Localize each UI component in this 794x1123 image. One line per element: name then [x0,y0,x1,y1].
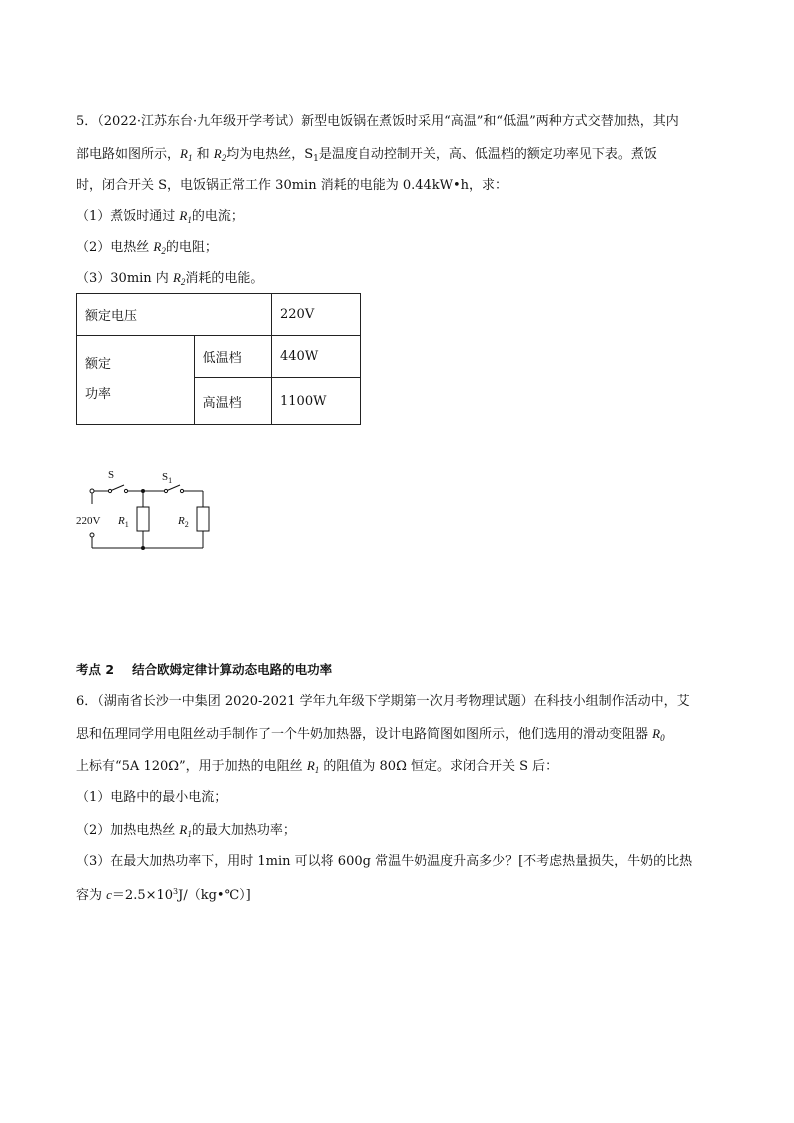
q5-sub1-a: （1）煮饭时通过 [76,209,180,224]
q6-sub3-a: （3）在最大加热功率下，用时 1min 可以将 600g 常温牛奶温度升高多少？[不考虑热量损失，牛奶的比热 [76,854,693,869]
rated-power-label [77,336,195,425]
q5-sub2-a: （2）电热丝 [76,240,154,255]
switch-s-blade [110,485,124,491]
q5-intro-c: 时，闭合开关 S，电饭锅正常工作 30min 消耗的电能为 0.44kW•h，求： [76,178,509,193]
q5-sub1-b: 的电流； [191,209,244,224]
terminal-bottom [90,533,94,537]
q5-sub3-r: R [172,270,181,285]
q5-intro-b-3: 是温度自动控制开关，高、低温档的额定功率见下表。煮饭 [318,147,657,162]
q6-number: 6． [76,694,98,709]
section-label: 考点 2 [76,662,115,677]
q6-intro-c-2: 的阻值为 80Ω 恒定。求闭合开关 S 后： [323,759,559,774]
label-voltage: 220V [76,515,101,527]
q5-and: 和 [196,147,210,162]
q6-sub-2 [76,820,296,844]
q6-sub2-r-sub: 1 [187,829,192,839]
q5-line-3 [76,176,508,196]
q5-sub3-a: （3）30min 内 [76,271,173,286]
resistor-r2 [197,507,209,531]
q6-sub2-b: 的最大加热功率； [191,823,296,838]
q6-sub1: （1）电路中的最小电流； [76,790,228,805]
q6-intro-b: 思和伍理同学用电阻丝动手制作了一个牛奶加热器，设计电路简图如图所示，他们选用的滑动变阻器 [76,727,653,742]
q6-sub2-r: R [179,822,188,837]
label-r1: $R_1$ [118,515,129,529]
q5-r2: R [213,146,222,161]
q6-r1: R [306,758,315,773]
q6-line-1 [76,692,690,712]
q5-sub-3 [76,268,263,292]
q5-sub-1 [76,206,244,230]
q5-sub-2 [76,237,218,261]
rated-power-label-1: 额定 [85,357,112,372]
junction-top [141,489,145,493]
switch-s1-contact [180,489,183,492]
q5-s1: S [304,147,314,162]
q6-c: c [106,887,112,902]
q6-sub-3b [76,882,251,906]
q6-sub-3a [76,852,692,872]
rated-power-label-2: 功率 [85,387,112,402]
q5-sub2-b: 的电阻； [165,240,218,255]
q5-sub2-r: R [153,239,162,254]
q5-r1-sub: 1 [187,153,193,163]
section-heading [76,660,332,680]
low-gear-value: 440W [272,336,361,378]
q6-line-2 [76,724,665,748]
q5-line-1 [76,112,679,132]
q6-source: （湖南省长沙一中集团 2020-2021 学年九年级下学期第一次月考物理试题） [97,694,534,709]
q6-sub3-b-3: J/（kg•℃）] [178,888,251,903]
q6-sub-1 [76,788,227,808]
q5-source: （2022·江苏东台·九年级开学考试） [97,114,302,129]
switch-s-contact [124,489,127,492]
q6-sub3-b-2: ＝2.5×10 [111,888,174,903]
q5-sub1-r: R [179,208,188,223]
high-gear-value: 1100W [272,378,361,425]
q6-intro-a: 在科技小组制作活动中，艾 [533,694,690,709]
q5-r1: R [180,146,188,161]
q5-sub1-r-sub: 1 [187,215,192,225]
q6-intro-c-1: 上标有“5A 120Ω”，用于加热的电阻丝 [76,759,307,774]
q6-sub2-a: （2）加热电热丝 [76,823,180,838]
q6-sub3-b-1: 容为 [76,888,107,903]
section-title: 结合欧姆定律计算动态电路的电功率 [132,662,333,677]
q5-number: 5． [76,114,98,129]
q5-intro-b-1: 部电路如图所示， [76,147,181,162]
circuit-diagram [70,458,230,558]
q5-line-2 [76,144,657,169]
q5-s1-sub: 1 [313,154,319,164]
high-gear-label: 高温档 [194,378,271,425]
q5-r2-sub: 2 [221,153,227,163]
rated-voltage-label: 额定电压 [77,294,272,336]
label-r2: $R_2$ [178,515,189,529]
q5-sub3-r-sub: 2 [180,277,186,287]
resistor-r1 [137,507,149,531]
q6-r1-sub: 1 [314,765,320,775]
q6-r0: R [652,726,661,741]
q5-sub3-b: 消耗的电能。 [185,271,264,286]
q5-sub2-r-sub: 2 [161,246,166,256]
q5-intro-b-2: 均为电热丝， [226,147,305,162]
rated-spec-table [76,293,361,425]
label-switch-s1: $S_1$ [162,471,173,485]
q5-intro-a: 新型电饭锅在煮饭时采用“高温”和“低温”两种方式交替加热，其内 [301,114,679,129]
switch-s1-blade [166,485,180,491]
q6-exp: 3 [173,887,179,896]
low-gear-label: 低温档 [194,336,271,378]
switch-s-pivot [108,489,111,492]
q6-r0-sub: 0 [660,733,665,743]
q6-line-3 [76,756,558,780]
junction-bottom [141,546,145,550]
rated-voltage-value: 220V [272,294,361,336]
switch-s1-pivot [164,489,167,492]
terminal-top [90,489,94,493]
label-switch-s: S [108,469,115,481]
